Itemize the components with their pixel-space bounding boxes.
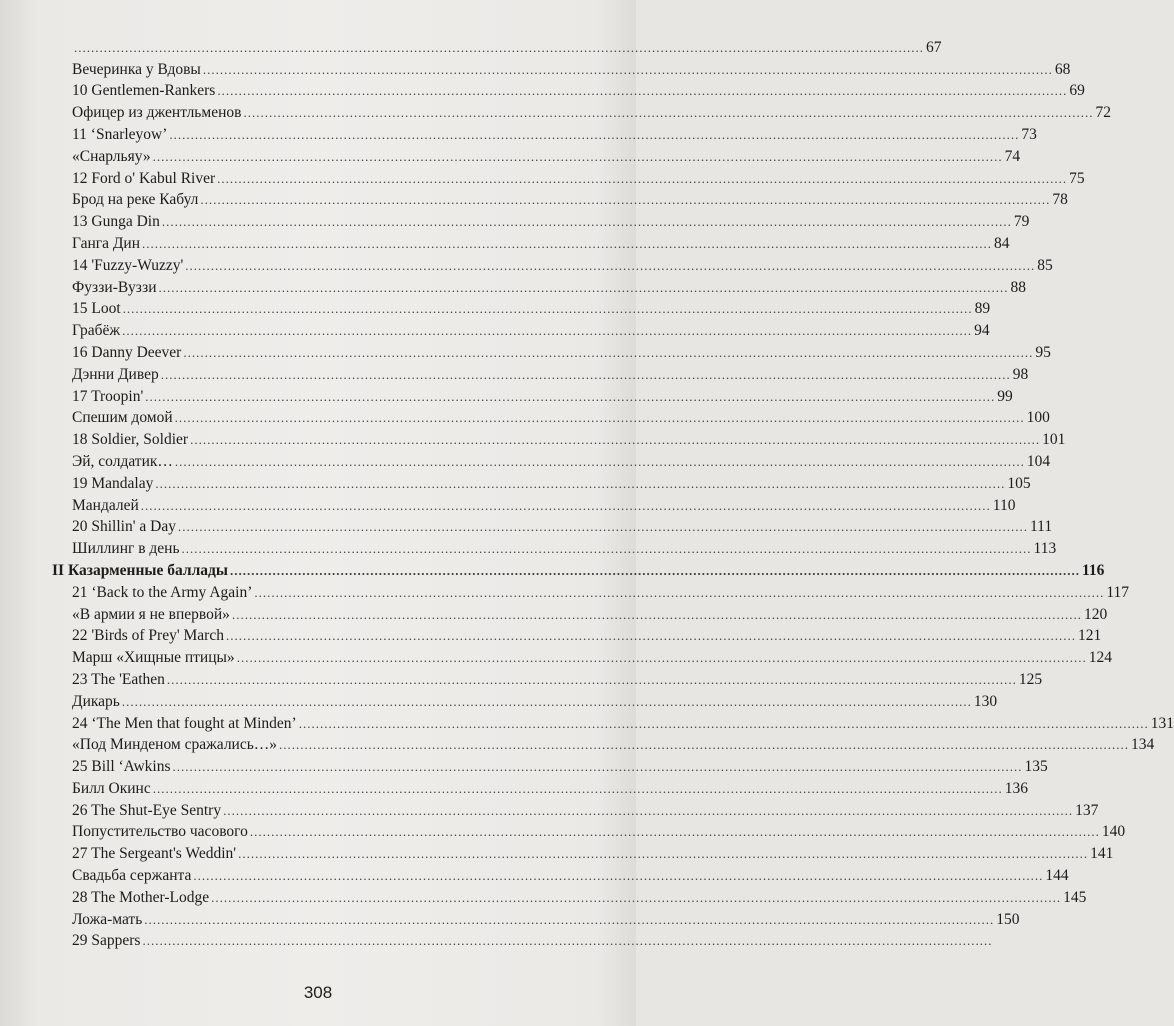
toc-entry-title: Эй, солдатик… xyxy=(72,452,173,470)
toc-entry-page: 134 xyxy=(1131,736,1155,754)
toc-entry-title: 11 ‘Snarleyow’ xyxy=(72,125,168,143)
dot-leader: ........................................................................................................................................................................................................ xyxy=(174,410,1025,426)
toc-entry xyxy=(72,231,1010,253)
toc-entry xyxy=(72,820,1126,842)
table-of-contents xyxy=(52,35,1174,950)
toc-entry-title: 23 The 'Eathen xyxy=(72,670,165,688)
toc-entry-page: 136 xyxy=(1004,779,1028,797)
toc-entry-page: 116 xyxy=(1081,561,1105,579)
toc-entry xyxy=(72,929,993,951)
toc-entry-title: Брод на реке Кабул xyxy=(72,191,199,209)
toc-entry xyxy=(72,907,1020,929)
toc-entry-title: 27 The Sergeant's Weddin' xyxy=(72,845,237,863)
dot-leader: ........................................................................................................................................................................................................ xyxy=(211,889,1062,905)
dot-leader: ........................................................................................................................................................................................................ xyxy=(217,170,1068,186)
dot-leader: ........................................................................................................................................................................................................ xyxy=(152,148,1003,164)
toc-entry xyxy=(72,863,1069,885)
toc-entry-page: 72 xyxy=(1095,104,1111,122)
dot-leader: ........................................................................................................................................................................................................ xyxy=(122,301,973,317)
toc-entry xyxy=(72,122,1037,144)
toc-entry-title: 15 Loot xyxy=(72,300,121,318)
toc-entry-page: 111 xyxy=(1029,518,1053,536)
toc-entry xyxy=(72,209,1030,231)
dot-leader: ........................................................................................................................................................................................................ xyxy=(144,911,995,927)
toc-entry-page: 120 xyxy=(1083,605,1108,623)
toc-entry-page: 85 xyxy=(1037,256,1053,274)
toc-entry-title: 17 Troopin' xyxy=(72,387,144,405)
toc-entry-page: 113 xyxy=(1033,540,1057,558)
dot-leader: ........................................................................................................................................................................................................ xyxy=(279,737,1130,753)
toc-entry-title: 21 ‘Back to the Army Again’ xyxy=(72,583,253,601)
toc-entry xyxy=(72,885,1087,907)
toc-entry xyxy=(72,624,1102,646)
toc-entry-page: 68 xyxy=(1054,60,1071,78)
toc-entry-title: «Снарльяу» xyxy=(72,147,151,165)
dot-leader: ........................................................................................................................................................................................................ xyxy=(223,802,1074,818)
toc-entry xyxy=(72,340,1051,362)
toc-entry-page: 110 xyxy=(992,496,1016,514)
toc-entry-title: II Казарменные баллады xyxy=(52,561,228,579)
toc-entry xyxy=(72,449,1051,471)
toc-entry xyxy=(72,35,942,57)
toc-entry xyxy=(72,515,1053,537)
toc-entry-title: Попустительство часового xyxy=(72,823,248,841)
dot-leader: ........................................................................................................................................................................................................ xyxy=(161,214,1012,230)
toc-entry-page: 69 xyxy=(1069,82,1085,100)
toc-entry-page: 124 xyxy=(1088,649,1112,667)
toc-section-heading xyxy=(52,558,1105,580)
page-number: 308 xyxy=(303,983,333,1002)
toc-entry-page: 78 xyxy=(1052,191,1068,209)
dot-leader: ........................................................................................................................................................................................................ xyxy=(190,432,1041,448)
dot-leader: ........................................................................................................................................................................................................ xyxy=(249,824,1100,840)
toc-entry-page: 130 xyxy=(973,692,998,710)
toc-entry-page: 100 xyxy=(1026,409,1050,427)
toc-entry-title: 13 Gunga Din xyxy=(72,213,160,231)
toc-entry xyxy=(72,667,1043,689)
toc-entry-title: Офицер из джентльменов xyxy=(72,104,242,122)
toc-entry-page: 140 xyxy=(1101,823,1126,841)
toc-entry xyxy=(72,536,1057,558)
toc-entry xyxy=(72,318,990,340)
toc-entry-page: 117 xyxy=(1106,583,1130,601)
toc-entry-page: 150 xyxy=(996,910,1020,928)
toc-entry-title: Дикарь xyxy=(72,692,120,710)
toc-entry-page: 137 xyxy=(1075,801,1099,819)
toc-entry-page: 99 xyxy=(997,387,1013,405)
toc-entry xyxy=(72,841,1114,863)
toc-entry xyxy=(72,100,1111,122)
toc-entry-page: 104 xyxy=(1026,452,1051,470)
toc-entry-page: 141 xyxy=(1090,845,1114,863)
toc-entry xyxy=(72,711,1174,733)
toc-entry-page: 144 xyxy=(1045,867,1069,885)
dot-leader: ........................................................................................................................................................................................................ xyxy=(155,475,1006,491)
toc-entry-title: Дэнни Дивер xyxy=(72,365,159,383)
toc-entry xyxy=(72,645,1112,667)
toc-entry-title: Свадьба сержанта xyxy=(72,867,192,885)
toc-entry-page: 105 xyxy=(1007,474,1031,492)
toc-entry-title: «Под Минденом сражались…» xyxy=(72,736,278,754)
toc-entry-title: Спешим домой xyxy=(72,409,173,427)
toc-entry-title: 20 Shillin' a Day xyxy=(72,518,176,536)
toc-entry-page: 79 xyxy=(1013,213,1030,231)
toc-entry-title: Билл Окинс xyxy=(72,779,151,797)
toc-entry xyxy=(72,689,998,711)
toc-entry-title: 24 ‘The Men that fought at Minden’ xyxy=(72,714,297,732)
toc-entry-title: 12 Ford o' Kabul River xyxy=(72,169,216,187)
toc-entry xyxy=(72,275,1027,297)
dot-leader: ........................................................................................................................................................................................................ xyxy=(142,933,993,949)
toc-entry-title: Мандалей xyxy=(72,496,139,514)
toc-entry-page: 89 xyxy=(974,300,991,318)
dot-leader: ........................................................................................................................................................................................................ xyxy=(238,846,1089,862)
toc-entry-title: 16 Danny Deever xyxy=(72,343,182,361)
toc-entry-title: 14 'Fuzzy-Wuzzy' xyxy=(72,256,184,274)
toc-entry-title: «В армии я не впервой» xyxy=(72,605,230,623)
toc-entry-page: 67 xyxy=(926,38,942,56)
dot-leader: ........................................................................................................................................................................................................ xyxy=(74,39,924,55)
toc-entry-page: 125 xyxy=(1018,670,1043,688)
dot-leader: ........................................................................................................................................................................................................ xyxy=(121,693,972,709)
dot-leader: ........................................................................................................................................................................................................ xyxy=(231,606,1082,622)
dot-leader: ........................................................................................................................................................................................................ xyxy=(183,344,1034,360)
toc-entry-page: 94 xyxy=(974,322,990,340)
toc-entry-title: 22 'Birds of Prey' March xyxy=(72,627,224,645)
toc-entry xyxy=(72,79,1085,101)
toc-entry xyxy=(72,253,1053,275)
toc-entry-title: Фуззи-Вуззи xyxy=(72,278,157,296)
toc-entry-title: Вечеринка у Вдовы xyxy=(72,60,201,78)
dot-leader: ........................................................................................................................................................................................................ xyxy=(122,323,973,339)
toc-entry-page: 135 xyxy=(1024,758,1048,776)
dot-leader: ........................................................................................................................................................................................................ xyxy=(174,453,1025,469)
toc-entry xyxy=(72,493,1016,515)
dot-leader: ........................................................................................................................................................................................................ xyxy=(158,279,1009,295)
toc-entry-page: 74 xyxy=(1004,147,1021,165)
dot-leader: ........................................................................................................................................................................................................ xyxy=(181,541,1032,557)
dot-leader: ........................................................................................................................................................................................................ xyxy=(200,192,1051,208)
toc-entry-title: Грабёж xyxy=(72,322,121,340)
dot-leader: ........................................................................................................................................................................................................ xyxy=(236,650,1087,666)
dot-leader: ........................................................................................................................................................................................................ xyxy=(229,562,1080,578)
dot-leader: ........................................................................................................................................................................................................ xyxy=(166,671,1017,687)
dot-leader: ........................................................................................................................................................................................................ xyxy=(193,868,1044,884)
toc-entry xyxy=(72,297,991,319)
toc-entry xyxy=(72,57,1071,79)
toc-entry xyxy=(72,144,1021,166)
toc-entry xyxy=(72,754,1048,776)
toc-entry xyxy=(72,580,1130,602)
toc-entry-title: 10 Gentlemen-Rankers xyxy=(72,82,216,100)
toc-entry xyxy=(72,602,1108,624)
toc-entry-title: Шиллинг в день xyxy=(72,540,180,558)
toc-entry-title: Марш «Хищные птицы» xyxy=(72,649,235,667)
toc-entry xyxy=(72,427,1066,449)
toc-entry xyxy=(72,362,1029,384)
dot-leader: ........................................................................................................................................................................................................ xyxy=(185,257,1036,273)
toc-entry-page: 121 xyxy=(1077,627,1102,645)
dot-leader: ........................................................................................................................................................................................................ xyxy=(202,61,1053,77)
dot-leader: ........................................................................................................................................................................................................ xyxy=(140,497,991,513)
toc-entry-title: 19 Mandalay xyxy=(72,474,154,492)
dot-leader: ........................................................................................................................................................................................................ xyxy=(298,715,1149,731)
toc-entry xyxy=(72,733,1155,755)
toc-entry-page: 101 xyxy=(1042,431,1066,449)
toc-entry xyxy=(72,471,1031,493)
toc-entry xyxy=(72,798,1099,820)
toc-entry-page: 131 xyxy=(1150,714,1174,732)
toc-entry-title: Ганга Дин xyxy=(72,234,141,252)
dot-leader: ........................................................................................................................................................................................................ xyxy=(217,83,1068,99)
dot-leader: ........................................................................................................................................................................................................ xyxy=(177,519,1028,535)
dot-leader: ........................................................................................................................................................................................................ xyxy=(160,366,1011,382)
dot-leader: ........................................................................................................................................................................................................ xyxy=(172,759,1023,775)
toc-entry xyxy=(72,384,1013,406)
dot-leader: ........................................................................................................................................................................................................ xyxy=(225,628,1076,644)
toc-entry-page: 98 xyxy=(1012,365,1029,383)
toc-entry-title: 29 Sappers xyxy=(72,932,141,950)
toc-entry-page: 84 xyxy=(994,234,1010,252)
dot-leader: ........................................................................................................................................................................................................ xyxy=(169,126,1020,142)
dot-leader: ........................................................................................................................................................................................................ xyxy=(243,105,1094,121)
toc-entry-title: 18 Soldier, Soldier xyxy=(72,431,189,449)
toc-entry-page: 75 xyxy=(1069,169,1085,187)
toc-entry xyxy=(72,776,1028,798)
dot-leader: ........................................................................................................................................................................................................ xyxy=(145,388,996,404)
toc-entry-title: Ложа-мать xyxy=(72,910,143,928)
toc-entry-page: 145 xyxy=(1063,888,1087,906)
dot-leader: ........................................................................................................................................................................................................ xyxy=(152,780,1003,796)
dot-leader: ........................................................................................................................................................................................................ xyxy=(254,584,1105,600)
toc-entry-title: 26 The Shut-Eye Sentry xyxy=(72,801,222,819)
toc-entry-page: 73 xyxy=(1021,125,1037,143)
dot-leader: ........................................................................................................................................................................................................ xyxy=(142,235,993,251)
toc-entry-page: 88 xyxy=(1010,278,1027,296)
toc-entry-page: 95 xyxy=(1035,343,1051,361)
toc-entry xyxy=(72,188,1068,210)
toc-entry xyxy=(72,166,1085,188)
toc-entry-title: 25 Bill ‘Awkins xyxy=(72,758,171,776)
toc-entry-title: 28 The Mother-Lodge xyxy=(72,888,210,906)
toc-entry xyxy=(72,406,1050,428)
